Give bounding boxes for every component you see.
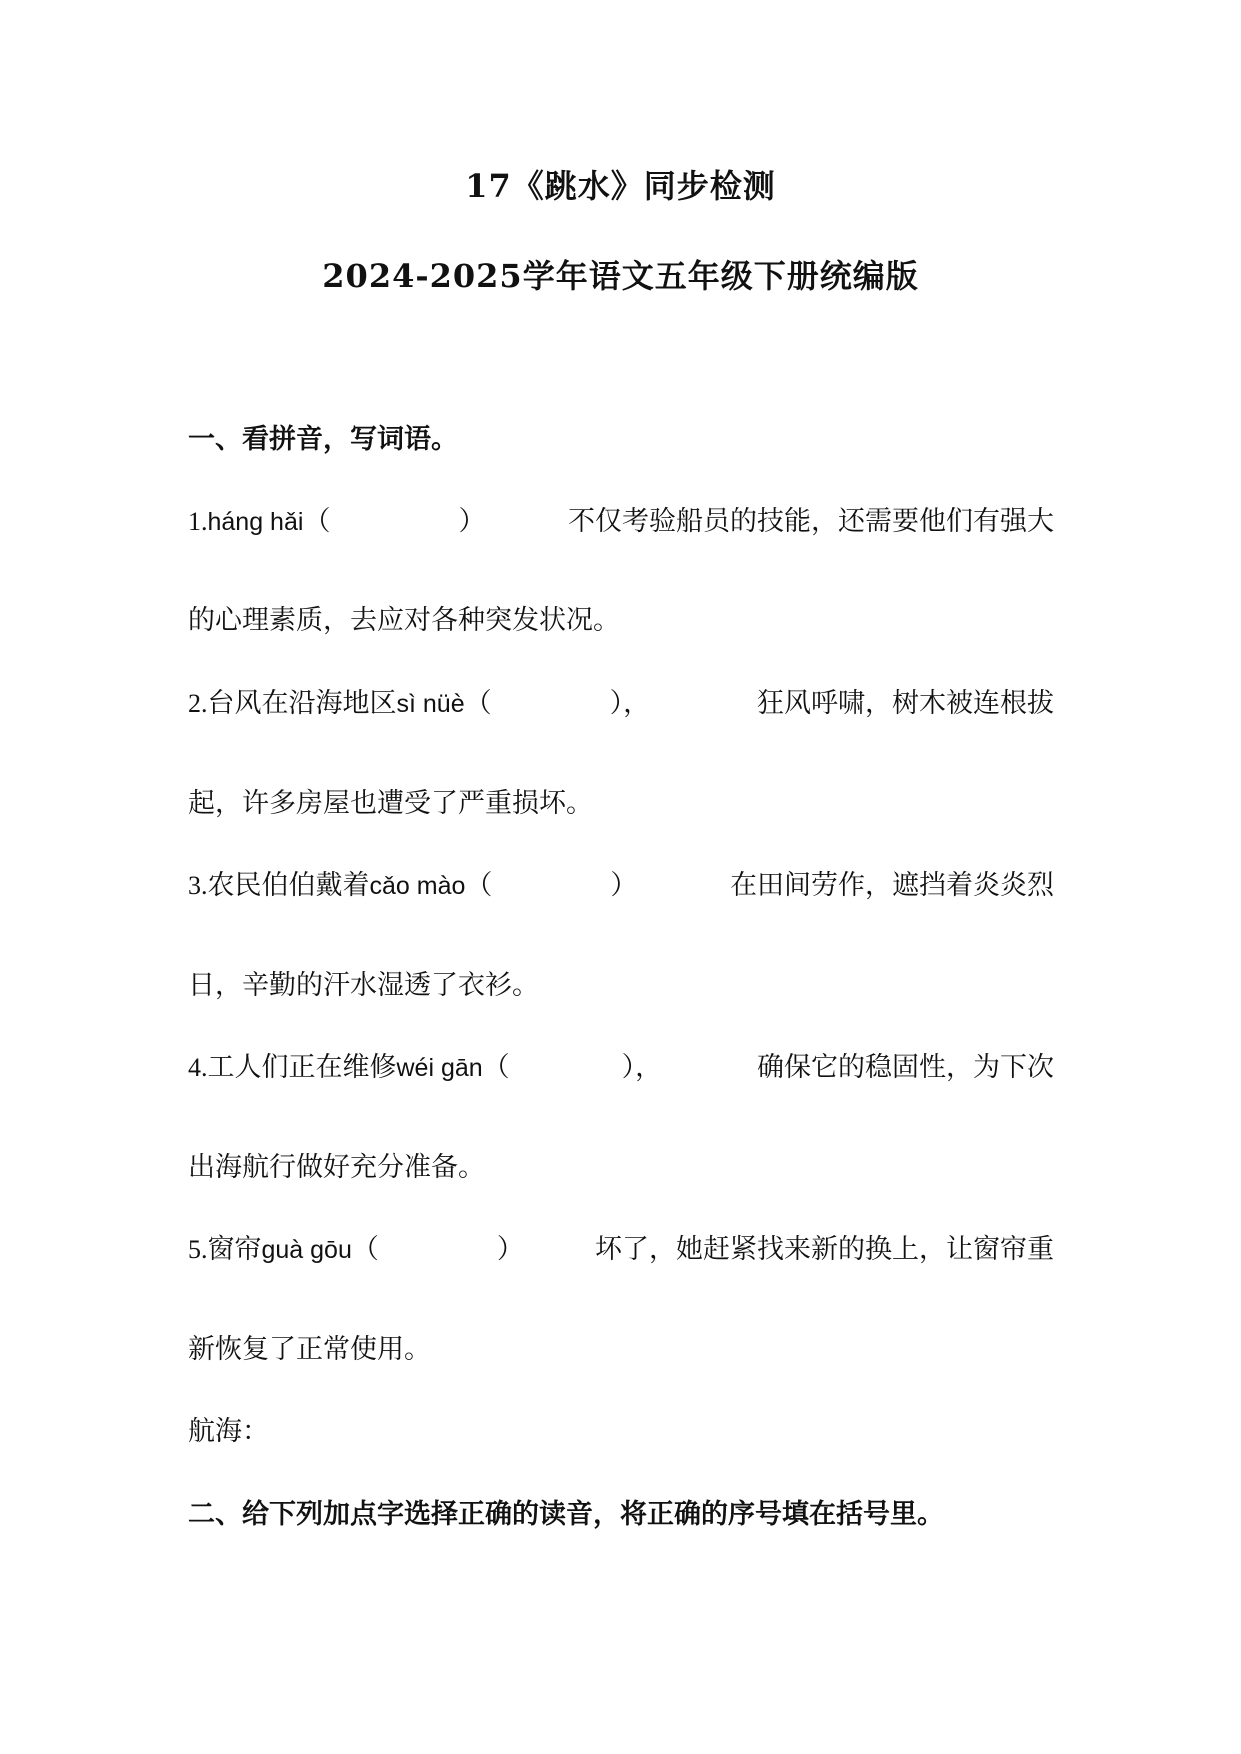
question-2-line-2: 起，许多房屋也遭受了严重损坏。: [188, 788, 593, 819]
pinyin-prompt: wéi gān: [396, 1054, 483, 1082]
blank-close-paren: ），: [609, 688, 651, 719]
pinyin-prompt: sì nüè: [396, 690, 465, 718]
question-number: 3.: [188, 871, 208, 900]
question-text-post: 在田间劳作，遮挡着炎炎烈: [730, 870, 1054, 901]
question-4-lead: [188, 1050, 662, 1086]
question-text-post: 确保它的稳固性，为下次: [757, 1052, 1054, 1083]
question-1-line-2: 的心理素质，去应对各种突发状况。: [188, 605, 620, 636]
question-text-pre: 台风在沿海地区: [207, 688, 397, 719]
question-2-lead: [188, 686, 650, 722]
question-5-line-1: [188, 1232, 1054, 1268]
question-4-line-1: [188, 1050, 1054, 1086]
page-title: 17《跳水》同步检测: [465, 167, 776, 205]
question-number: 2.: [188, 689, 208, 718]
question-number: 5.: [188, 1235, 208, 1264]
question-1-line-1: [188, 504, 1054, 540]
blank-open-paren: （: [351, 1234, 379, 1265]
question-1-lead: [188, 504, 485, 540]
pinyin-prompt: háng hǎi: [207, 508, 304, 536]
blank-close-paren: ）: [458, 506, 486, 537]
pinyin-prompt: cǎo mào: [369, 872, 466, 900]
pinyin-prompt: guà gōu: [261, 1236, 352, 1264]
section-heading-pronunciation: 二、给下列加点字选择正确的读音，将正确的序号填在括号里。: [188, 1499, 944, 1530]
question-2-line-1: [188, 686, 1054, 722]
page-subtitle: 2024-2025学年语文五年级下册统编版: [322, 257, 919, 295]
question-text-post: 坏了，她赶紧找来新的换上，让窗帘重: [595, 1234, 1054, 1265]
question-4-line-2: 出海航行做好充分准备。: [188, 1152, 485, 1183]
question-text-pre: 窗帘: [207, 1234, 262, 1265]
blank-open-paren: （: [464, 688, 492, 719]
question-3-line-1: [188, 868, 1054, 904]
question-3-lead: [188, 868, 637, 904]
answer-note: 航海：: [188, 1416, 269, 1447]
blank-open-paren: （: [303, 506, 331, 537]
question-text-post: 狂风呼啸，树木被连根拔: [757, 688, 1054, 719]
blank-open-paren: （: [482, 1052, 510, 1083]
question-number: 1.: [188, 507, 208, 536]
question-text-post: 不仅考验船员的技能，还需要他们有强大: [568, 506, 1054, 537]
blank-open-paren: （: [465, 870, 493, 901]
blank-close-paren: ），: [621, 1052, 663, 1083]
question-number: 4.: [188, 1053, 208, 1082]
blank-close-paren: ）: [496, 1234, 524, 1265]
blank-close-paren: ）: [610, 870, 638, 901]
question-text-pre: 工人们正在维修: [207, 1052, 397, 1083]
question-5-line-2: 新恢复了正常使用。: [188, 1334, 431, 1365]
question-3-line-2: 日，辛勤的汗水湿透了衣衫。: [188, 970, 539, 1001]
question-text-pre: 农民伯伯戴着: [207, 870, 370, 901]
question-5-lead: [188, 1232, 524, 1268]
section-heading-pinyin: 一、看拼音，写词语。: [188, 424, 458, 455]
